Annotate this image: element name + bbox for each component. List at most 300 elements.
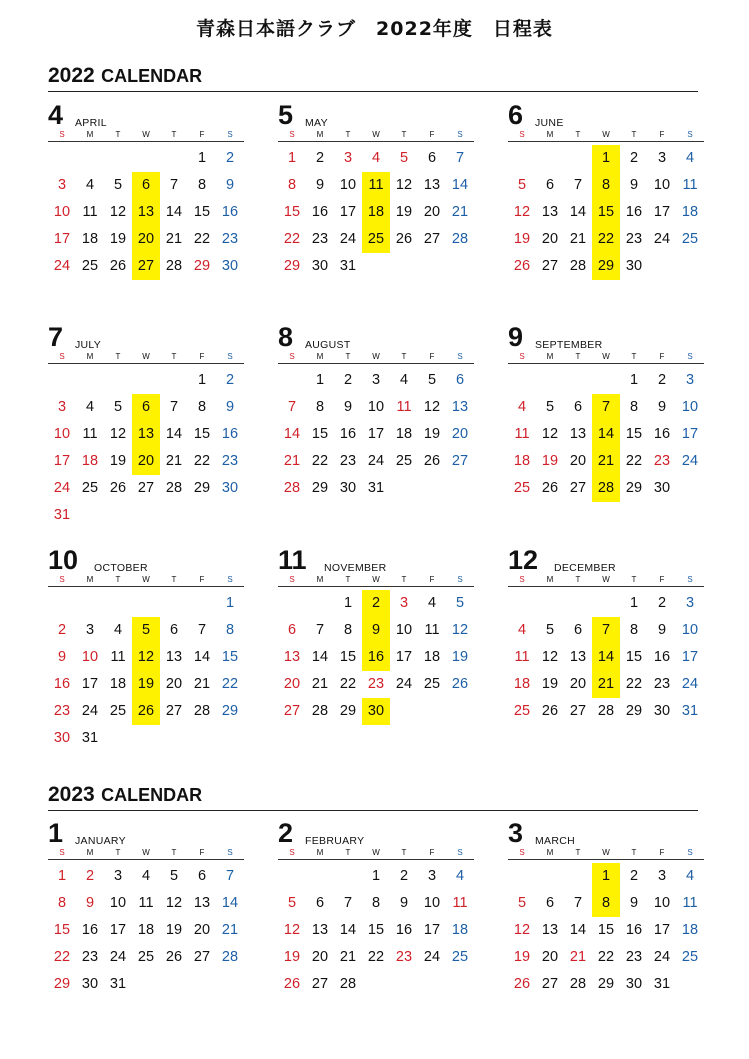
weekday-label: S [457, 130, 463, 139]
day-cell: 5 [517, 177, 527, 193]
weekday-label: S [519, 130, 525, 139]
year-divider [48, 810, 698, 811]
weekday-label: T [631, 352, 637, 361]
day-cell: 18 [395, 426, 413, 442]
day-cell: 28 [569, 976, 587, 992]
empty-cell [508, 145, 536, 172]
day-cell: 9 [629, 177, 639, 193]
day-cell: 26 [165, 949, 183, 965]
day-cell: 27 [569, 480, 587, 496]
empty-cell [508, 590, 536, 617]
day-cell: 25 [681, 949, 699, 965]
day-cell: 10 [53, 426, 71, 442]
day-cell: 4 [517, 622, 527, 638]
day-cell: 14 [451, 177, 469, 193]
month-name: JULY [75, 339, 102, 351]
day-cell: 21 [569, 231, 587, 247]
month-name: FEBRUARY [305, 835, 365, 847]
day-cell: 22 [53, 949, 71, 965]
day-cell: 1 [315, 372, 325, 388]
day-cell: 9 [225, 177, 235, 193]
day-cell: 9 [399, 895, 409, 911]
day-grid [278, 587, 474, 725]
day-cell: 13 [541, 204, 559, 220]
day-cell: 4 [455, 868, 465, 884]
day-cell: 10 [339, 177, 357, 193]
day-cell: 7 [169, 399, 179, 415]
day-cell: 14 [311, 649, 329, 665]
day-cell: 3 [343, 150, 353, 166]
day-cell: 8 [315, 399, 325, 415]
day-cell: 2 [225, 372, 235, 388]
weekday-label: M [86, 352, 94, 361]
day-cell: 24 [395, 676, 413, 692]
day-cell: 2 [657, 595, 667, 611]
club-day-cell: 13 [132, 421, 160, 448]
empty-cell [536, 145, 564, 172]
month-name: DECEMBER [554, 562, 616, 574]
month-header [48, 322, 244, 352]
day-cell: 3 [685, 372, 695, 388]
day-cell: 15 [597, 922, 615, 938]
day-cell: 25 [681, 231, 699, 247]
empty-cell [160, 367, 188, 394]
weekday-label: T [115, 848, 121, 857]
day-cell: 8 [629, 622, 639, 638]
month-number: 1 [48, 818, 64, 848]
day-cell: 3 [371, 372, 381, 388]
month-november [278, 545, 474, 725]
day-cell: 19 [395, 204, 413, 220]
weekday-label: T [115, 130, 121, 139]
day-cell: 18 [451, 922, 469, 938]
day-cell: 28 [597, 703, 615, 719]
day-cell: 24 [423, 949, 441, 965]
day-cell: 4 [517, 399, 527, 415]
day-cell: 13 [283, 649, 301, 665]
day-cell: 31 [109, 976, 127, 992]
weekday-label: T [345, 575, 351, 584]
day-cell: 6 [573, 622, 583, 638]
day-cell: 26 [423, 453, 441, 469]
weekday-label: W [372, 848, 380, 857]
weekday-label: W [372, 130, 380, 139]
day-cell: 20 [541, 949, 559, 965]
empty-cell [76, 145, 104, 172]
day-cell: 9 [657, 399, 667, 415]
day-cell: 5 [113, 177, 123, 193]
day-cell: 29 [625, 703, 643, 719]
year-header-2023 [48, 783, 698, 809]
day-cell: 22 [193, 231, 211, 247]
club-day-cell: 6 [132, 172, 160, 199]
day-cell: 31 [53, 507, 71, 523]
day-cell: 7 [225, 868, 235, 884]
day-cell: 14 [339, 922, 357, 938]
day-cell: 24 [367, 453, 385, 469]
month-name: JUNE [535, 117, 564, 129]
day-cell: 11 [514, 649, 530, 665]
weekday-label: W [602, 352, 610, 361]
day-cell: 25 [81, 480, 99, 496]
day-cell: 14 [569, 922, 587, 938]
weekday-label: T [575, 130, 581, 139]
day-cell: 23 [653, 676, 671, 692]
month-number: 9 [508, 322, 524, 352]
weekday-header [278, 352, 474, 362]
day-cell: 26 [451, 676, 469, 692]
day-cell: 14 [569, 204, 587, 220]
day-cell: 19 [165, 922, 183, 938]
day-cell: 6 [315, 895, 325, 911]
day-cell: 1 [57, 868, 67, 884]
month-number: 4 [48, 100, 64, 130]
day-grid [48, 142, 244, 280]
day-cell: 25 [81, 258, 99, 274]
day-cell: 19 [423, 426, 441, 442]
day-cell: 8 [343, 622, 353, 638]
day-cell: 2 [399, 868, 409, 884]
day-cell: 20 [311, 949, 329, 965]
weekday-label: S [59, 848, 65, 857]
day-cell: 24 [653, 949, 671, 965]
club-day-cell: 15 [592, 199, 620, 226]
day-cell: 23 [311, 231, 329, 247]
day-cell: 18 [513, 453, 531, 469]
day-cell: 16 [395, 922, 413, 938]
day-cell: 12 [541, 649, 559, 665]
day-cell: 30 [625, 976, 643, 992]
day-cell: 28 [569, 258, 587, 274]
day-cell: 25 [109, 703, 127, 719]
empty-cell [132, 145, 160, 172]
month-august [278, 322, 474, 502]
empty-cell [278, 590, 306, 617]
day-cell: 28 [283, 480, 301, 496]
club-day-cell: 20 [132, 448, 160, 475]
day-cell: 3 [427, 868, 437, 884]
club-day-cell: 1 [592, 863, 620, 890]
weekday-label: S [227, 848, 233, 857]
day-grid [278, 364, 474, 502]
day-cell: 4 [85, 177, 95, 193]
day-cell: 3 [85, 622, 95, 638]
club-day-cell: 21 [592, 671, 620, 698]
weekday-label: W [142, 575, 150, 584]
day-cell: 1 [197, 150, 207, 166]
day-cell: 5 [169, 868, 179, 884]
day-cell: 11 [514, 426, 530, 442]
day-cell: 2 [629, 868, 639, 884]
day-cell: 22 [367, 949, 385, 965]
day-cell: 3 [57, 399, 67, 415]
day-cell: 13 [311, 922, 329, 938]
day-cell: 17 [367, 426, 385, 442]
month-april [48, 100, 244, 280]
weekday-label: M [546, 848, 554, 857]
day-cell: 30 [53, 730, 71, 746]
day-cell: 19 [283, 949, 301, 965]
day-cell: 11 [82, 204, 98, 220]
day-cell: 28 [193, 703, 211, 719]
month-number: 10 [48, 545, 79, 575]
day-cell: 10 [53, 204, 71, 220]
day-cell: 20 [165, 676, 183, 692]
day-grid [48, 860, 244, 998]
empty-cell [76, 590, 104, 617]
empty-cell [104, 145, 132, 172]
day-cell: 26 [109, 480, 127, 496]
weekday-label: S [59, 575, 65, 584]
club-day-cell: 9 [362, 617, 390, 644]
day-cell: 10 [653, 177, 671, 193]
club-day-cell: 8 [592, 172, 620, 199]
day-cell: 20 [569, 453, 587, 469]
weekday-label: T [171, 352, 177, 361]
day-cell: 13 [569, 649, 587, 665]
empty-cell [592, 590, 620, 617]
empty-cell [306, 863, 334, 890]
weekday-label: S [59, 352, 65, 361]
day-cell: 1 [287, 150, 297, 166]
day-cell: 3 [113, 868, 123, 884]
day-cell: 1 [629, 372, 639, 388]
day-cell: 17 [653, 922, 671, 938]
day-cell: 4 [427, 595, 437, 611]
day-cell: 3 [57, 177, 67, 193]
day-cell: 16 [625, 204, 643, 220]
month-number: 5 [278, 100, 294, 130]
day-cell: 17 [653, 204, 671, 220]
year-divider [48, 91, 698, 92]
weekday-label: W [602, 848, 610, 857]
month-header [278, 545, 474, 575]
weekday-header [48, 848, 244, 858]
day-cell: 7 [573, 177, 583, 193]
month-header [48, 100, 244, 130]
day-cell: 25 [451, 949, 469, 965]
day-cell: 10 [653, 895, 671, 911]
day-cell: 17 [395, 649, 413, 665]
day-cell: 17 [339, 204, 357, 220]
day-cell: 13 [541, 922, 559, 938]
weekday-label: W [372, 575, 380, 584]
day-cell: 22 [625, 676, 643, 692]
day-cell: 24 [339, 231, 357, 247]
day-cell: 28 [451, 231, 469, 247]
day-cell: 4 [141, 868, 151, 884]
day-cell: 28 [311, 703, 329, 719]
year-header-2022 [48, 64, 698, 90]
day-cell: 24 [653, 231, 671, 247]
day-cell: 4 [685, 868, 695, 884]
weekday-header [278, 848, 474, 858]
day-cell: 16 [653, 426, 671, 442]
day-cell: 11 [682, 177, 698, 193]
empty-cell [76, 367, 104, 394]
day-cell: 15 [221, 649, 239, 665]
day-cell: 1 [371, 868, 381, 884]
day-cell: 1 [343, 595, 353, 611]
weekday-header [48, 575, 244, 585]
empty-cell [48, 145, 76, 172]
day-cell: 14 [165, 204, 183, 220]
day-cell: 21 [165, 453, 183, 469]
day-cell: 9 [315, 177, 325, 193]
day-cell: 23 [367, 676, 385, 692]
day-cell: 5 [287, 895, 297, 911]
day-cell: 27 [451, 453, 469, 469]
weekday-header [48, 352, 244, 362]
month-header [508, 322, 704, 352]
month-header [508, 545, 704, 575]
weekday-header [508, 130, 704, 140]
day-cell: 1 [225, 595, 235, 611]
day-cell: 28 [165, 480, 183, 496]
weekday-label: T [171, 130, 177, 139]
weekday-label: S [289, 575, 295, 584]
day-grid [508, 142, 704, 280]
day-cell: 9 [343, 399, 353, 415]
month-february [278, 818, 474, 998]
day-cell: 26 [283, 976, 301, 992]
month-number: 12 [508, 545, 539, 575]
day-cell: 15 [625, 649, 643, 665]
day-cell: 5 [545, 399, 555, 415]
weekday-label: F [199, 575, 205, 584]
day-cell: 19 [109, 453, 127, 469]
day-cell: 27 [165, 703, 183, 719]
day-cell: 20 [193, 922, 211, 938]
weekday-label: T [401, 130, 407, 139]
empty-cell [188, 590, 216, 617]
day-cell: 19 [109, 231, 127, 247]
day-cell: 1 [197, 372, 207, 388]
day-cell: 11 [452, 895, 468, 911]
day-cell: 26 [541, 480, 559, 496]
day-cell: 20 [451, 426, 469, 442]
month-may [278, 100, 474, 280]
day-cell: 4 [371, 150, 381, 166]
month-header [48, 818, 244, 848]
day-cell: 16 [221, 204, 239, 220]
year-number: 2022 [48, 64, 95, 87]
club-day-cell: 7 [592, 394, 620, 421]
day-cell: 26 [541, 703, 559, 719]
weekday-label: F [659, 352, 665, 361]
club-day-cell: 7 [592, 617, 620, 644]
weekday-label: F [199, 352, 205, 361]
day-cell: 10 [81, 649, 99, 665]
day-cell: 16 [625, 922, 643, 938]
day-cell: 30 [339, 480, 357, 496]
day-cell: 2 [315, 150, 325, 166]
weekday-header [278, 575, 474, 585]
weekday-label: T [345, 848, 351, 857]
empty-cell [48, 367, 76, 394]
day-cell: 22 [193, 453, 211, 469]
day-cell: 7 [455, 150, 465, 166]
club-day-cell: 11 [362, 172, 390, 199]
day-cell: 23 [653, 453, 671, 469]
day-cell: 7 [573, 895, 583, 911]
weekday-label: F [199, 848, 205, 857]
day-cell: 13 [193, 895, 211, 911]
day-cell: 27 [283, 703, 301, 719]
day-cell: 31 [81, 730, 99, 746]
day-cell: 6 [545, 177, 555, 193]
month-name: OCTOBER [94, 562, 148, 574]
day-cell: 5 [545, 622, 555, 638]
day-cell: 14 [283, 426, 301, 442]
day-cell: 25 [137, 949, 155, 965]
weekday-label: S [289, 352, 295, 361]
day-cell: 18 [423, 649, 441, 665]
weekday-label: T [401, 848, 407, 857]
empty-cell [564, 590, 592, 617]
month-number: 8 [278, 322, 294, 352]
day-cell: 5 [517, 895, 527, 911]
day-grid [508, 364, 704, 502]
day-cell: 10 [395, 622, 413, 638]
day-cell: 11 [682, 895, 698, 911]
weekday-label: S [687, 352, 693, 361]
day-cell: 19 [513, 949, 531, 965]
weekday-label: T [631, 848, 637, 857]
day-cell: 17 [53, 231, 71, 247]
month-header [48, 545, 244, 575]
day-cell: 12 [109, 426, 127, 442]
day-cell: 15 [311, 426, 329, 442]
month-name: APRIL [75, 117, 107, 129]
weekday-label: T [171, 848, 177, 857]
month-number: 7 [48, 322, 64, 352]
weekday-label: M [546, 575, 554, 584]
day-cell: 26 [513, 976, 531, 992]
day-cell: 1 [629, 595, 639, 611]
day-cell: 22 [339, 676, 357, 692]
day-cell: 28 [165, 258, 183, 274]
day-cell: 18 [681, 204, 699, 220]
weekday-label: W [372, 352, 380, 361]
day-grid [48, 587, 244, 752]
day-cell: 9 [629, 895, 639, 911]
day-cell: 4 [399, 372, 409, 388]
weekday-label: M [86, 130, 94, 139]
weekday-label: S [457, 352, 463, 361]
weekday-label: S [687, 130, 693, 139]
club-day-cell: 22 [592, 226, 620, 253]
day-cell: 15 [53, 922, 71, 938]
month-header [278, 100, 474, 130]
day-cell: 19 [541, 676, 559, 692]
weekday-label: T [345, 352, 351, 361]
day-cell: 5 [455, 595, 465, 611]
day-cell: 3 [685, 595, 695, 611]
month-name: MARCH [535, 835, 575, 847]
day-cell: 21 [451, 204, 469, 220]
weekday-label: T [631, 130, 637, 139]
day-cell: 23 [625, 949, 643, 965]
empty-cell [564, 367, 592, 394]
empty-cell [132, 367, 160, 394]
club-day-cell: 25 [362, 226, 390, 253]
day-cell: 24 [53, 480, 71, 496]
day-cell: 21 [165, 231, 183, 247]
month-june [508, 100, 704, 280]
day-cell: 30 [221, 258, 239, 274]
day-cell: 7 [343, 895, 353, 911]
